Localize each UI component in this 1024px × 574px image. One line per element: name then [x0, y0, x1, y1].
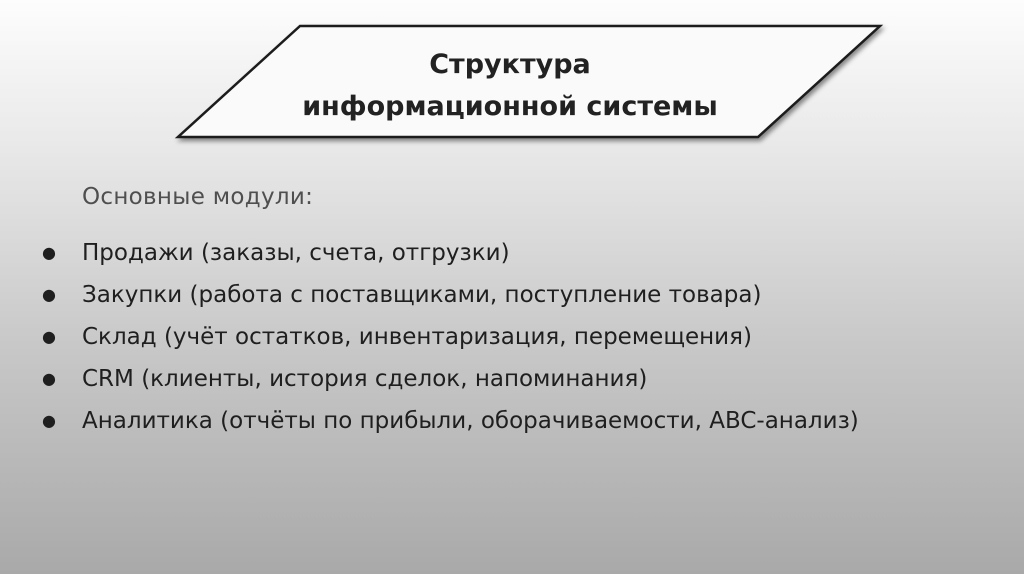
module-item-crm [0, 358, 922, 400]
bullet-icon: ● [42, 243, 56, 262]
slide-title-line-1: Структура [429, 49, 591, 80]
module-list [0, 232, 1000, 442]
module-item-sales [0, 232, 922, 274]
bullet-icon: ● [42, 369, 56, 388]
module-item-purchases [0, 274, 922, 316]
module-item-analytics [0, 400, 922, 442]
module-item-label: Продажи (заказы, счета, отгрузки) [82, 240, 510, 266]
bullet-icon: ● [42, 411, 56, 430]
module-item-label: Склад (учёт остатков, инвентаризация, перемещения) [82, 324, 752, 350]
section-subtitle: Основные модули: [82, 184, 314, 210]
module-item-label: Закупки (работа с поставщиками, поступление товара) [82, 282, 762, 308]
slide-title-line-2: информационной системы [302, 91, 718, 122]
module-item-warehouse [0, 316, 922, 358]
bullet-icon: ● [42, 327, 56, 346]
slide-title [250, 44, 770, 128]
module-item-label: CRM (клиенты, история сделок, напоминания) [82, 366, 648, 392]
bullet-icon: ● [42, 285, 56, 304]
module-item-label: Аналитика (отчёты по прибыли, оборачиваемости, ABC-анализ) [82, 408, 859, 434]
